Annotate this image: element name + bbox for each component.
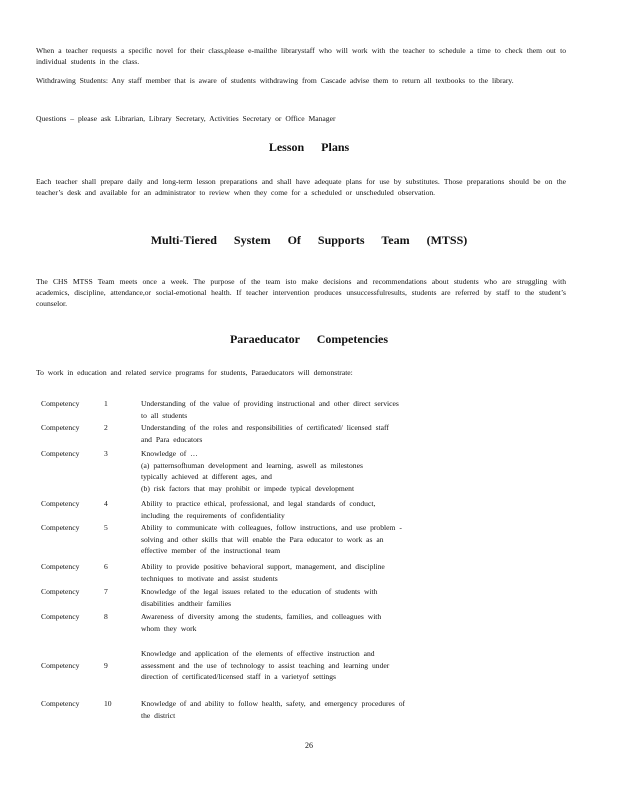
competency-description-line: typically achieved at different ages, and: [141, 472, 272, 481]
competency-description: [141, 522, 521, 557]
competency-number: 6: [104, 562, 108, 571]
competency-description-line: including the requirements of confidentiality: [141, 510, 285, 520]
paraeducator-heading: Paraeducator Competencies: [229, 332, 389, 346]
competency-description-line: Understanding of the value of providing instructional and other direct services: [141, 399, 399, 408]
lesson-plans-heading: Lesson Plans: [268, 140, 350, 154]
competency-number: 10: [104, 699, 112, 708]
competency-description-line: Knowledge and application of the elements of effective instruction and: [141, 649, 375, 658]
competency-description-line: effective member of the instructional team: [141, 546, 281, 555]
competency-description: [141, 561, 521, 584]
competency-label: Competency: [41, 423, 80, 432]
competency-label: Competency: [41, 587, 80, 596]
competency-description-line: solving and other skills that will enable the Para educator to work as an: [141, 534, 384, 544]
paraeducator-intro: To work in education and related service programs for students, Paraeducators will demonstrate:: [36, 368, 353, 377]
competency-description-line: to all students: [141, 410, 188, 420]
competency-description-line: (b) risk factors that may prohibit or impede typical development: [141, 483, 355, 493]
competency-description-line: Knowledge of the legal issues related to the education of students with: [141, 587, 378, 596]
competency-number: 1: [104, 399, 108, 408]
competency-description: [141, 398, 521, 421]
mtss-paragraph: The CHS MTSS Team meets once a week. The purpose of the team isto make decisions and recommendations about students who are struggling with academics, discipline, attendance,or social-emotional health. If teacher intervention produces unsuccessfulresults, students are referred by staff to the student’s counselor.: [36, 277, 566, 308]
page-number: 26: [305, 741, 313, 750]
competency-description-line: Knowledge of …: [141, 449, 198, 458]
questions-paragraph: Questions – please ask Librarian, Library Secretary, Activities Secretary or Office Manager: [36, 114, 336, 123]
competency-number: 7: [104, 587, 108, 596]
library-novel-paragraph: When a teacher requests a specific novel for their class,please e-mailthe librarystaff who will work with the teacher to schedule a time to check them out to individual students in the class.: [36, 46, 566, 66]
competency-label: Competency: [41, 661, 80, 670]
competency-description-line: Ability to provide positive behavioral support, management, and discipline: [141, 562, 385, 571]
withdrawing-students-paragraph: Withdrawing Students: Any staff member that is aware of students withdrawing from Cascade advise them to return all textbooks to the library.: [36, 76, 514, 85]
competency-description-line: the district: [141, 710, 176, 720]
competency-description-line: whom they work: [141, 623, 197, 633]
competency-description-line: Ability to practice ethical, professional, and legal standards of conduct,: [141, 499, 376, 508]
competency-description-line: (a) patternsofhuman development and learning, aswell as milestones: [141, 460, 363, 470]
competency-description-line: Knowledge of and ability to follow health, safety, and emergency procedures of: [141, 699, 406, 708]
competency-description: [141, 448, 521, 494]
competency-description: [141, 698, 521, 721]
competency-label: Competency: [41, 699, 80, 708]
competency-number: 4: [104, 499, 108, 508]
competency-label: Competency: [41, 612, 80, 621]
competency-number: 3: [104, 449, 108, 458]
competency-number: 2: [104, 423, 108, 432]
competency-description-line: techniques to motivate and assist students: [141, 573, 278, 583]
competency-description-line: Understanding of the roles and responsibilities of certificated/ licensed staff: [141, 423, 389, 432]
competency-description: [141, 648, 521, 683]
competency-label: Competency: [41, 399, 80, 408]
competency-description-line: direction of certificated/licensed staff in a varietyof settings: [141, 672, 336, 681]
competency-number: 9: [104, 661, 108, 670]
competency-number: 5: [104, 523, 108, 532]
competency-description-line: and Para educators: [141, 434, 203, 444]
competency-description: [141, 498, 521, 521]
competency-description-line: Ability to communicate with colleagues, follow instructions, and use problem -: [141, 523, 402, 532]
competency-label: Competency: [41, 523, 80, 532]
lesson-plans-paragraph: Each teacher shall prepare daily and long-term lesson preparations and shall have adequate plans for use by substitutes. Those preparations should be on the teacher’s desk and available for an administrator to review when they come for a scheduled or unscheduled observation.: [36, 177, 566, 197]
competency-description-line: disabilities andtheir families: [141, 598, 232, 608]
competency-label: Competency: [41, 499, 80, 508]
competency-number: 8: [104, 612, 108, 621]
competency-label: Competency: [41, 449, 80, 458]
competency-label: Competency: [41, 562, 80, 571]
competency-description-line: Awareness of diversity among the students, families, and colleagues with: [141, 612, 382, 621]
competency-description-line: assessment and the use of technology to assist teaching and learning under: [141, 660, 390, 670]
competency-description: [141, 611, 521, 634]
competency-description: [141, 422, 521, 445]
mtss-heading: Multi-Tiered System Of Supports Team (MTSS): [150, 233, 468, 247]
competency-description: [141, 586, 521, 609]
